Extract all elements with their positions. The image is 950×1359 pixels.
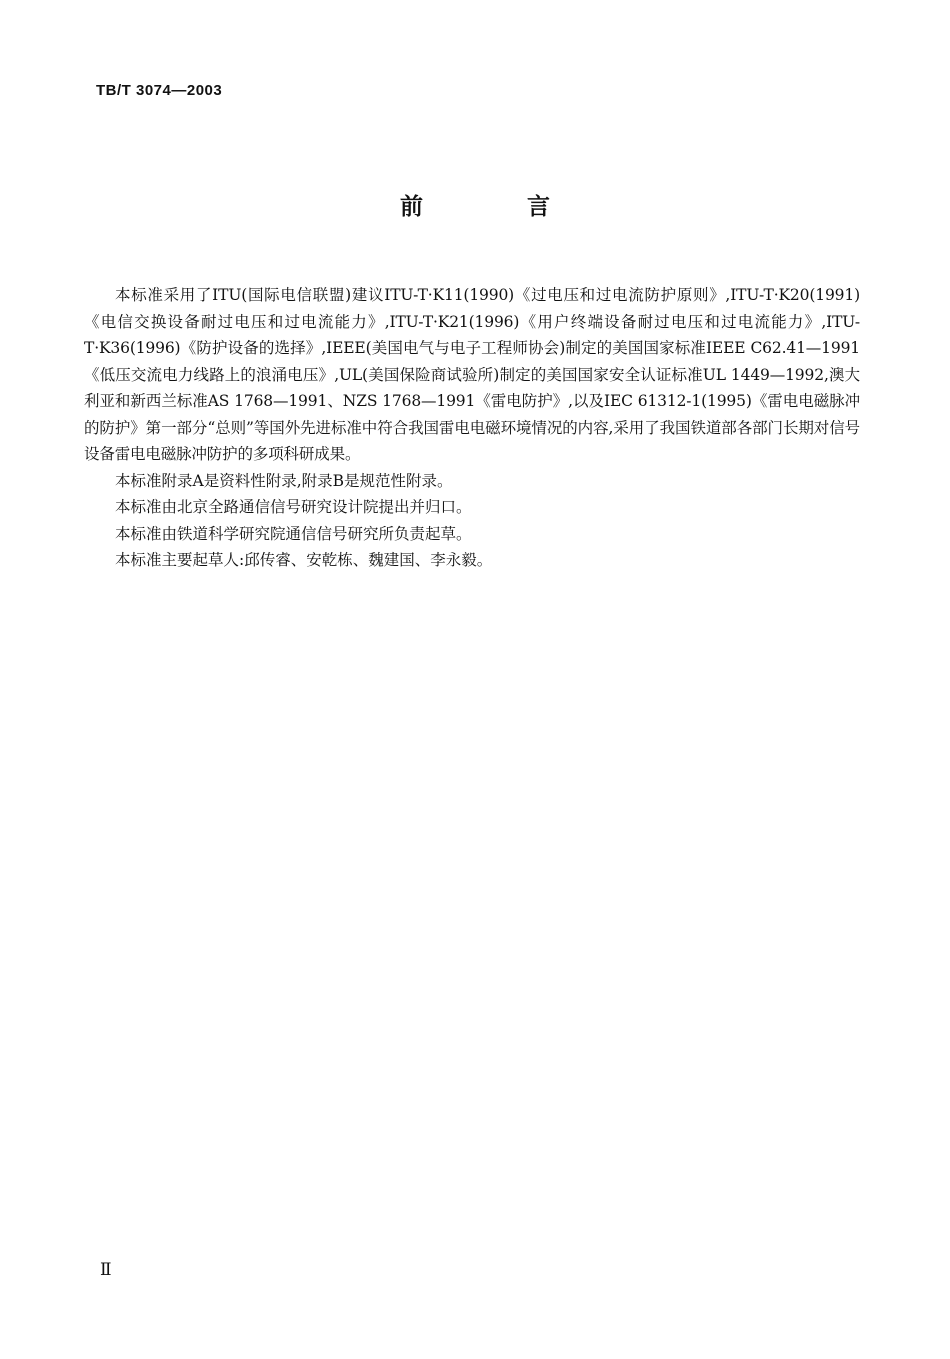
paragraph-adoption: 本标准采用了ITU(国际电信联盟)建议ITU-T·K11(1990)《过电压和过电流防护原则》,ITU-T·K20(1991)《电信交换设备耐过电压和过电流能力》,ITU-T·K21(1996)《用户终端设备耐过电压和过电流能力》,ITU-T·K36(1996)《防护设备的选择》,IEEE(美国电气与电子工程师协会)制定的美国国家标准IEEE C62.41—1991《低压交流电力线路上的浪涌电压》,UL(美国保险商试验所)制定的美国国家安全认证标准UL 1449—1992,澳大利亚和新西兰标准AS 1768—1991、NZS 1768—1991《雷电防护》,以及IEC 61312-1(1995)《雷电电磁脉冲的防护》第一部分“总则”等国外先进标准中符合我国雷电电磁环境情况的内容,采用了我国铁道部各部门长期对信号设备雷电电磁脉冲防护的多项科研成果。: [84, 286, 860, 463]
standard-code: TB/T 3074—2003: [96, 82, 223, 99]
document-body: [84, 282, 860, 574]
page-title: 前 言: [399, 194, 598, 220]
paragraph-proposer: 本标准由北京全路通信信号研究设计院提出并归口。: [115, 498, 472, 516]
paragraph-appendix: 本标准附录A是资料性附录,附录B是规范性附录。: [115, 471, 453, 490]
paragraph-drafter: 本标准由铁道科学研究院通信信号研究所负责起草。: [115, 524, 472, 543]
paragraph-authors: 本标准主要起草人:邱传睿、安乾栋、魏建国、李永毅。: [115, 551, 493, 569]
page-number: Ⅱ: [100, 1260, 112, 1280]
